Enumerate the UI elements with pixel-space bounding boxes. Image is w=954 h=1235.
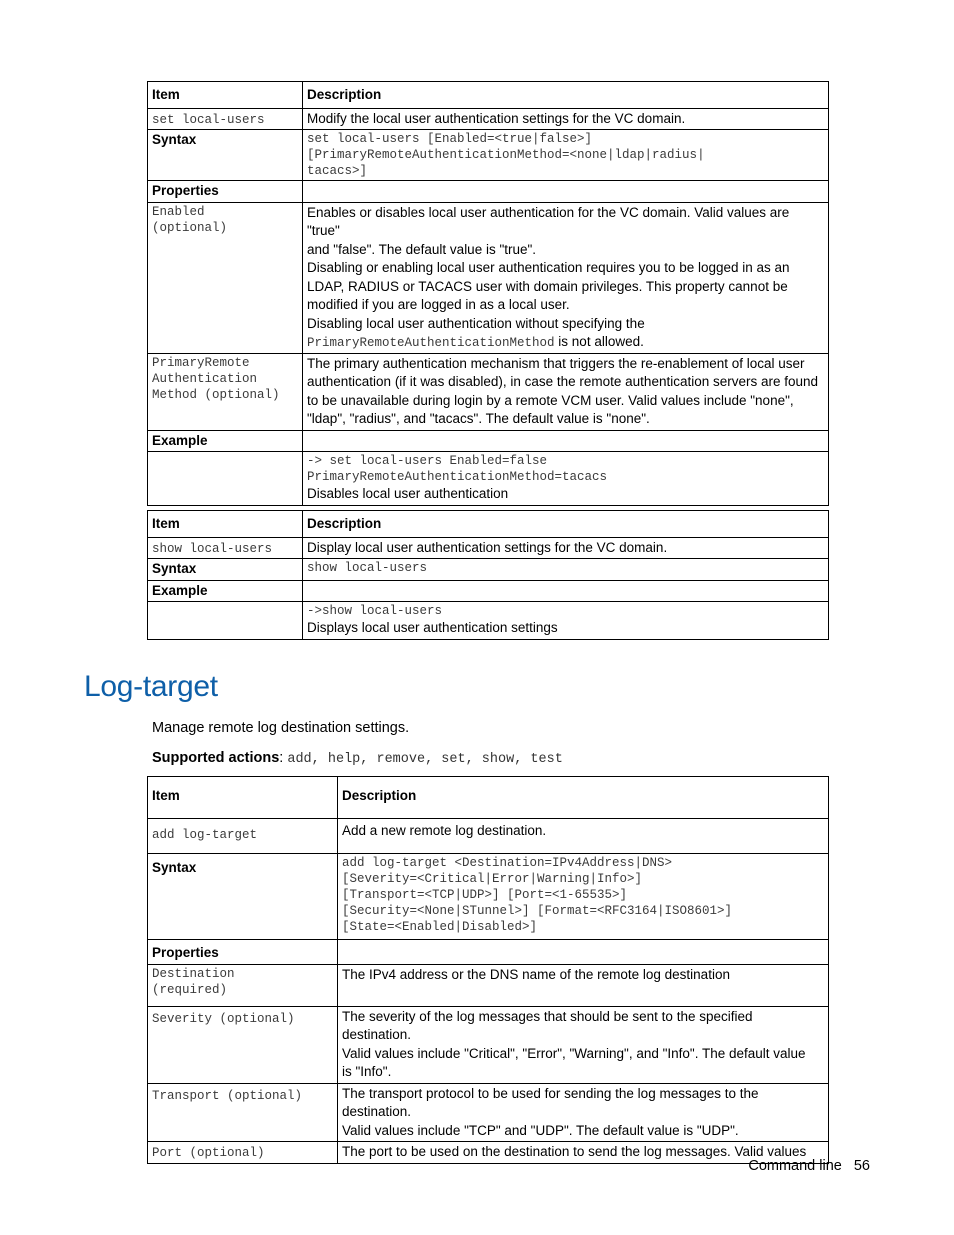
table-row [148, 580, 829, 602]
property-description: Enables or disables local user authentication for the VC domain. Valid values are "true" and "false". The default value is "true". Disabling or enabling local user authentication requires you to be logged in as an LDAP, RADIUS or TACACS user with domain privileges. This property cannot be modified if you are logged in as a local user. Disabling local user authentication without specifying the PrimaryRemoteAuthenticationMethod is not allowed. [303, 202, 829, 353]
item-header: Item [148, 777, 338, 819]
supported-actions-list: add, help, remove, set, show, test [287, 752, 563, 767]
command-name: add log-target [152, 827, 258, 842]
table-row [148, 537, 829, 559]
description-header: Description [303, 511, 829, 538]
property-name: Severity (optional) [148, 1006, 338, 1083]
syntax-block: show local-users [303, 559, 829, 581]
table-row [148, 818, 829, 854]
property-description: The port to be used on the destination to send the log messages. Valid values [338, 1142, 829, 1164]
table-header-row [148, 777, 829, 819]
table-row [148, 202, 829, 353]
command-description: Modify the local user authentication settings for the VC domain. [303, 108, 829, 130]
table-row [148, 1006, 829, 1083]
table-row [148, 452, 829, 506]
property-name: Enabled (optional) [148, 202, 303, 353]
example-label: Example [148, 430, 303, 452]
page-number: 56 [853, 1158, 870, 1174]
syntax-label: Syntax [148, 130, 303, 181]
description-header: Description [338, 777, 829, 819]
property-description: The primary authentication mechanism that triggers the re-enablement of local user authentication (if it was disabled), in case the remote authentication servers are found to be unavailable during login by a remote VCM user. Valid values include "none", "ldap", "radius", and "tacacs". The default value is "none". [303, 353, 829, 430]
table-row [148, 854, 829, 940]
table-row [148, 1083, 829, 1142]
example-block: -> set local-users Enabled=false PrimaryRemoteAuthenticationMethod=tacacs Disables local user authentication [303, 452, 829, 506]
supported-actions: Supported actions: add, help, remove, set, show, test [152, 750, 563, 767]
table-row [148, 559, 829, 581]
supported-actions-label: Supported actions [152, 750, 280, 766]
log-target-table [147, 776, 829, 1164]
table-row [148, 940, 829, 965]
command-name: show local-users [152, 541, 273, 556]
syntax-label: Syntax [148, 854, 338, 940]
property-name: PrimaryRemote Authentication Method (optional) [148, 353, 303, 430]
syntax-block: add log-target <Destination=IPv4Address|DNS> [Severity=<Critical|Error|Warning|Info>] [Transport=<TCP|UDP>] [Port=<1-65535>] [Security=<None|STunnel>] [Format=<RFC3164|ISO8601>] [State=<Enabled|Disabled>] [338, 854, 829, 940]
property-name: Port (optional) [148, 1142, 338, 1164]
item-header: Item [148, 82, 303, 109]
table-header-row [148, 82, 829, 109]
syntax-block: set local-users [Enabled=<true|false>] [PrimaryRemoteAuthenticationMethod=<none|ldap|radius| tacacs>] [303, 130, 829, 181]
table-row [148, 130, 829, 181]
property-description: The transport protocol to be used for sending the log messages to the destination. Valid values include "TCP" and "UDP". The default value is "UDP". [338, 1083, 829, 1142]
show-local-users-table [147, 510, 829, 640]
table-row [148, 430, 829, 452]
command-description: Display local user authentication settings for the VC domain. [303, 537, 829, 559]
section-title: Log-target [84, 670, 218, 703]
command-name: set local-users [152, 112, 265, 127]
properties-label: Properties [148, 940, 338, 965]
description-header: Description [303, 82, 829, 109]
table-row [148, 181, 829, 203]
table-header-row [148, 511, 829, 538]
property-name: Destination (required) [148, 964, 338, 1006]
example-label: Example [148, 580, 303, 602]
syntax-label: Syntax [148, 559, 303, 581]
table-row [148, 602, 829, 640]
example-block: ->show local-users Displays local user authentication settings [303, 602, 829, 640]
footer-section: Command line [748, 1158, 842, 1174]
command-description: Add a new remote log destination. [338, 818, 829, 854]
set-local-users-table [147, 81, 829, 506]
table-row [148, 1142, 829, 1164]
table-row [148, 964, 829, 1006]
table-row [148, 108, 829, 130]
section-intro: Manage remote log destination settings. [152, 720, 410, 736]
property-description: The severity of the log messages that should be sent to the specified destination. Valid values include "Critical", "Error", "Warning", and "Info". The default value is "Info". [338, 1006, 829, 1083]
properties-label: Properties [148, 181, 303, 203]
page-footer [748, 1158, 870, 1174]
item-header: Item [148, 511, 303, 538]
property-description: The IPv4 address or the DNS name of the remote log destination [338, 964, 829, 1006]
property-name: Transport (optional) [148, 1083, 338, 1142]
table-row [148, 353, 829, 430]
